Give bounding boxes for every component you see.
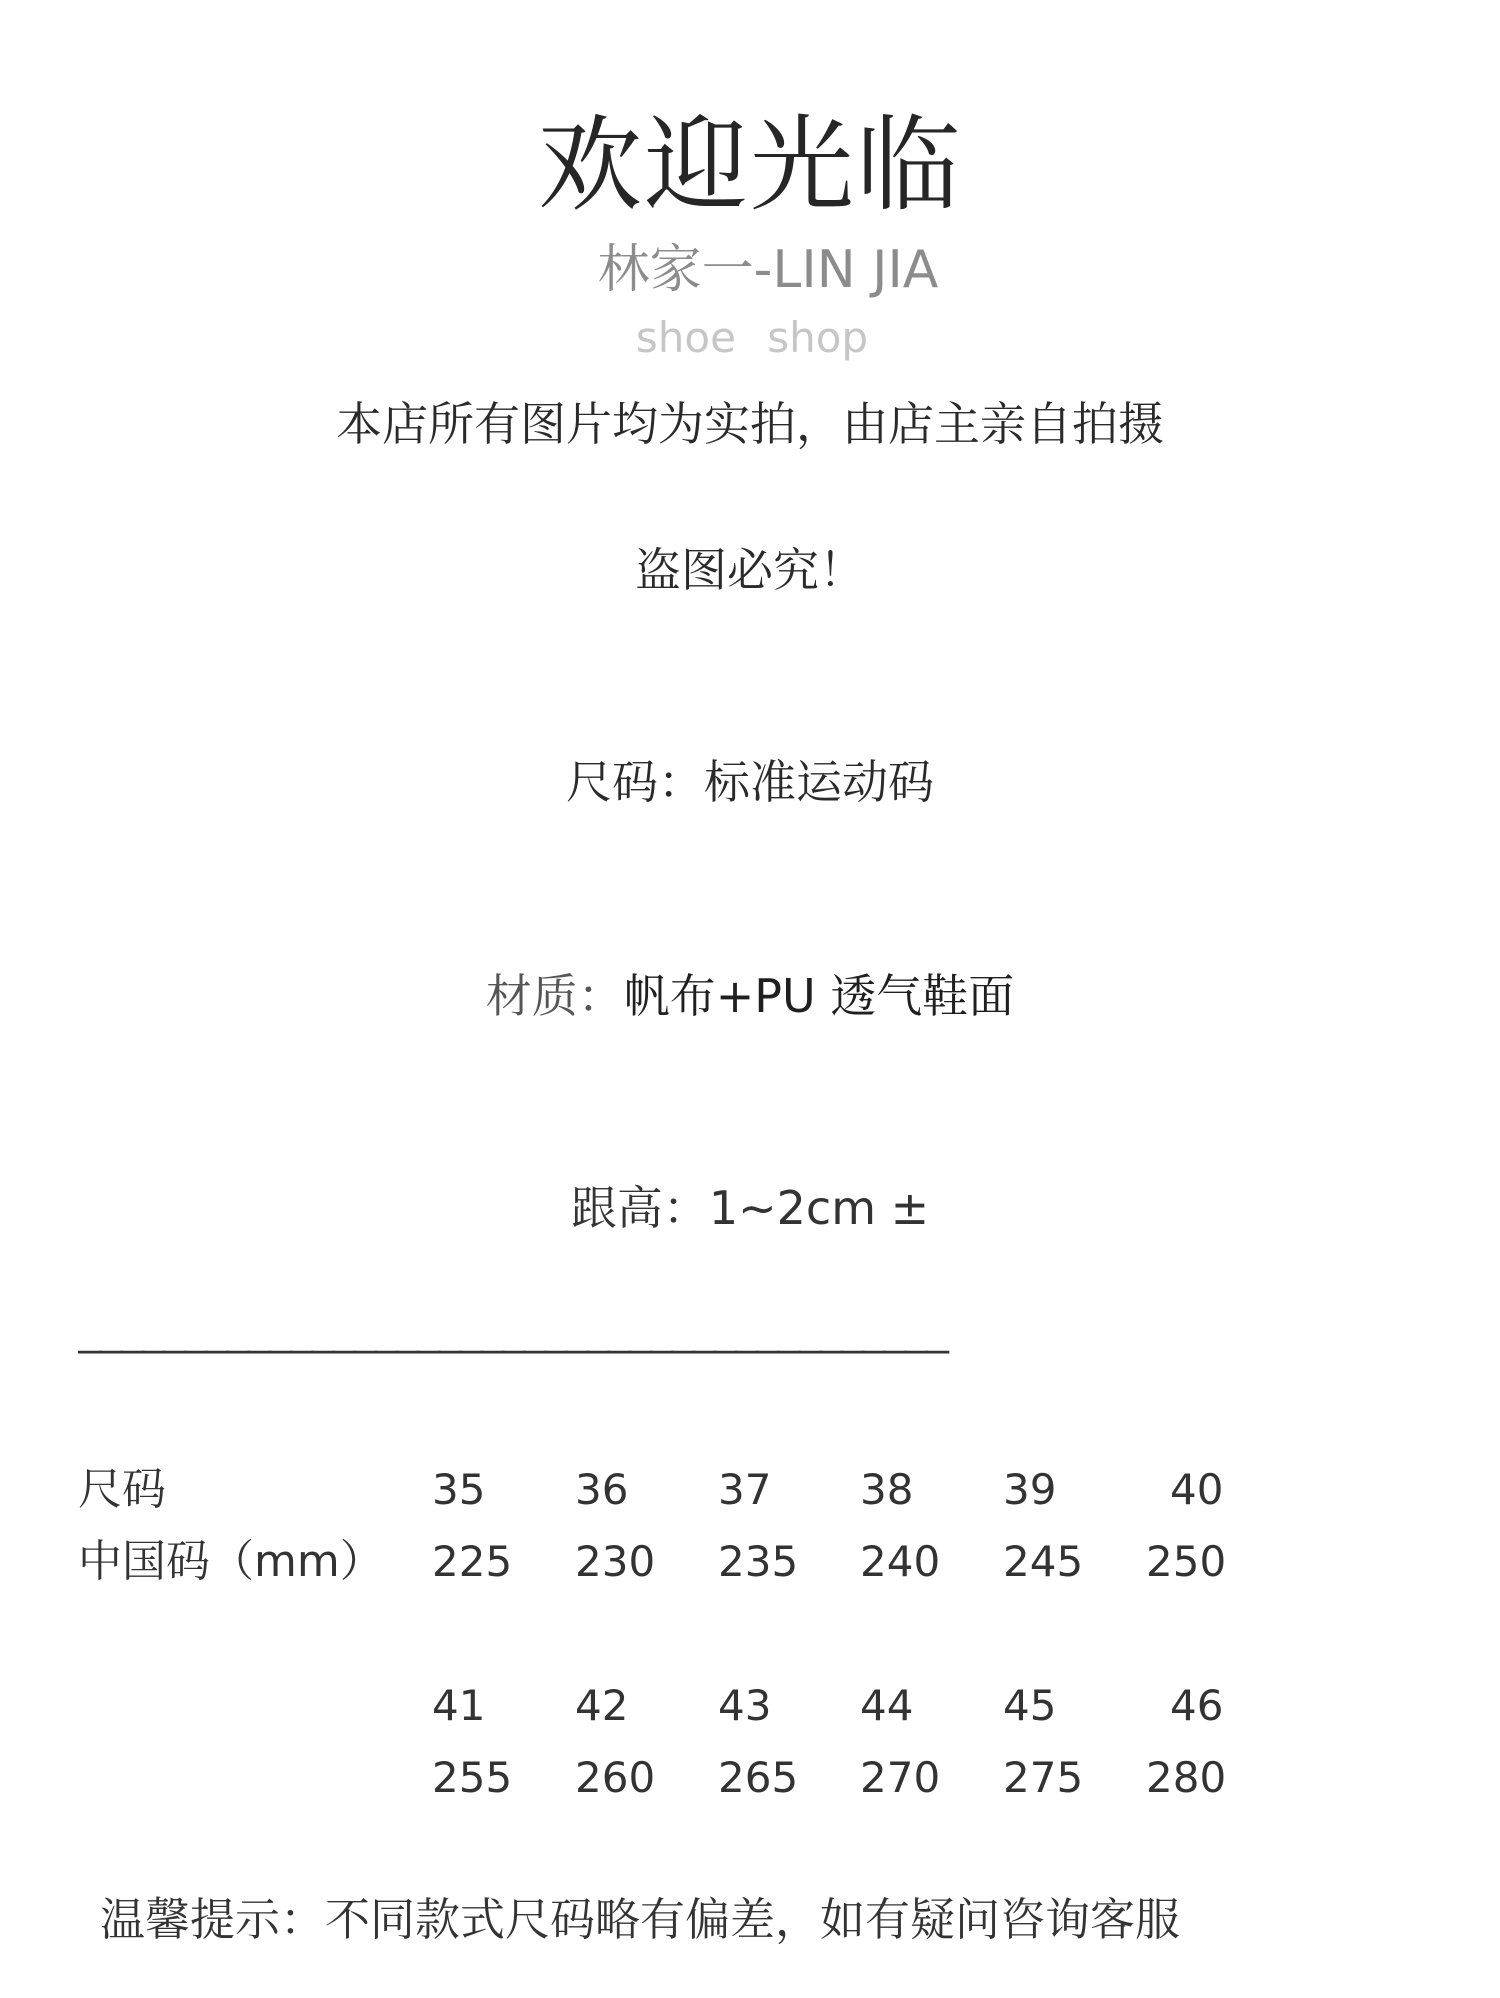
material-spec-value: 帆布+PU 透气鞋面 (623, 969, 1015, 1023)
size-cell: 42 (575, 1681, 629, 1730)
mm-cell: 275 (1003, 1753, 1084, 1802)
size-cell: 40 (1170, 1465, 1224, 1514)
copyright-warning: 盗图必究！ (635, 543, 865, 597)
size-spec-value: 标准运动码 (704, 755, 934, 809)
heel-spec-label: 跟高： (570, 1181, 709, 1235)
mm-row-label: 中国码（mm） (78, 1536, 384, 1587)
heel-spec (0, 1178, 1500, 1238)
size-cell: 36 (575, 1465, 629, 1514)
shop-subtitle: shoe shop (635, 313, 869, 362)
mm-cell: 245 (1003, 1537, 1084, 1586)
size-cell: 39 (1003, 1465, 1057, 1514)
heel-spec-value: 1~2cm ± (708, 1181, 930, 1235)
size-cell: 41 (432, 1681, 486, 1730)
mm-cell: 280 (1146, 1753, 1227, 1802)
material-spec (0, 966, 1500, 1026)
size-cell: 45 (1003, 1681, 1057, 1730)
size-row-label: 尺码 (78, 1464, 166, 1515)
mm-cell: 265 (718, 1753, 799, 1802)
photo-notice: 本店所有图片均为实拍，由店主亲自拍摄 (336, 397, 1164, 451)
brand-name: 林家一-LIN JIA (597, 240, 939, 300)
size-tip: 温馨提示：不同款式尺码略有偏差，如有疑问咨询客服 (100, 1893, 1181, 1946)
size-cell: 38 (860, 1465, 914, 1514)
mm-cell: 235 (718, 1537, 799, 1586)
size-spec (0, 752, 1500, 812)
mm-cell: 225 (432, 1537, 513, 1586)
mm-cell: 240 (860, 1537, 941, 1586)
mm-cell: 270 (860, 1753, 941, 1802)
welcome-title: 欢迎光临 (537, 104, 962, 226)
mm-cell: 260 (575, 1753, 656, 1802)
mm-cell: 255 (432, 1753, 513, 1802)
size-cell: 44 (860, 1681, 914, 1730)
size-cell: 43 (718, 1681, 772, 1730)
size-spec-label: 尺码： (566, 755, 704, 809)
size-cell: 37 (718, 1465, 772, 1514)
mm-cell: 250 (1146, 1537, 1227, 1586)
material-spec-label: 材质： (485, 969, 624, 1023)
divider-line: ————————————————————————————————————————— (78, 1327, 947, 1373)
mm-cell: 230 (575, 1537, 656, 1586)
size-cell: 35 (432, 1465, 486, 1514)
size-cell: 46 (1170, 1681, 1224, 1730)
